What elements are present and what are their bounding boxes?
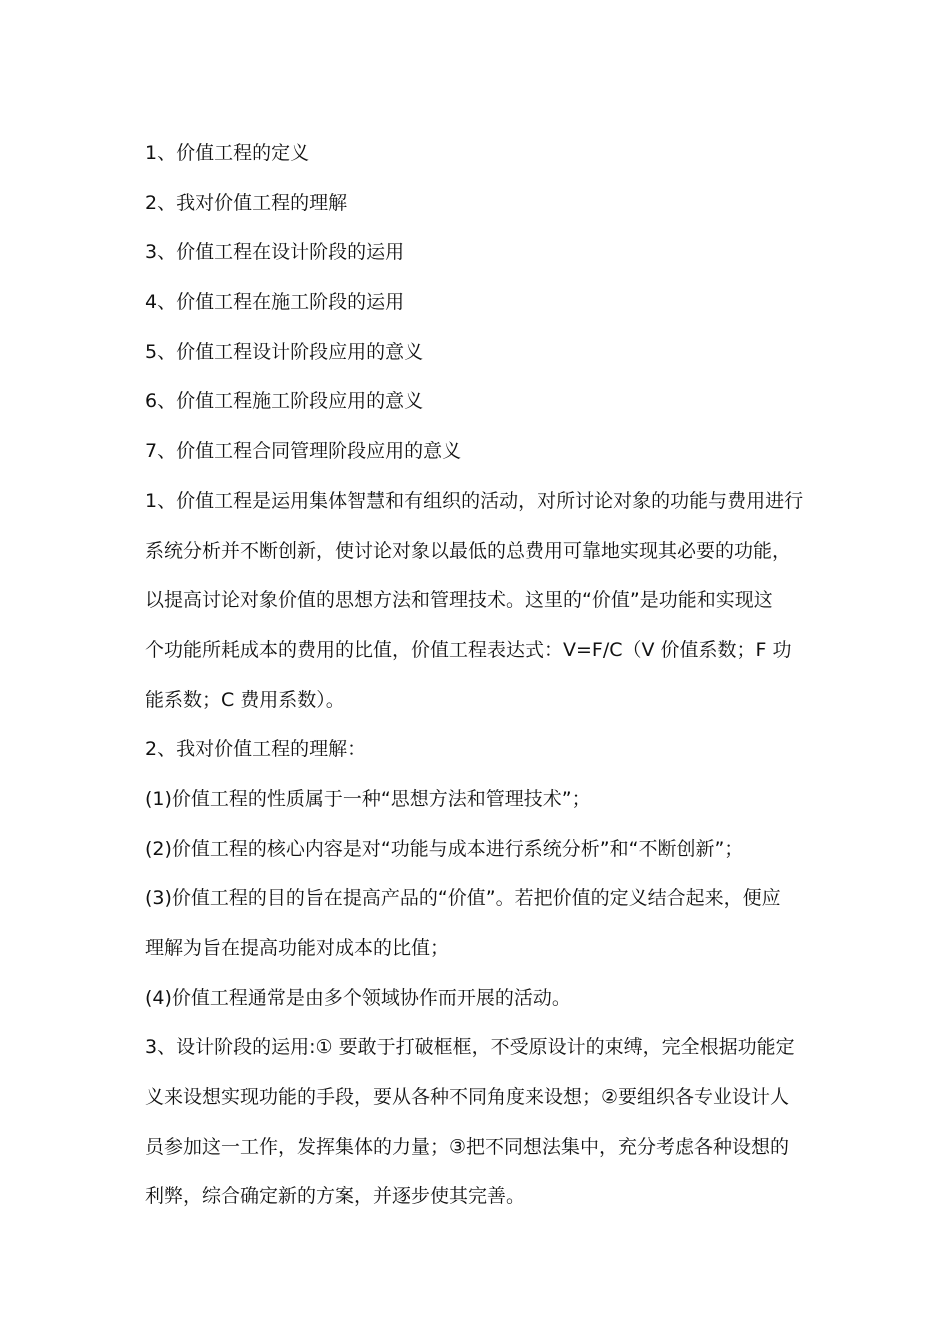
list-item: (2)价值工程的核心内容是对“功能与成本进行系统分析”和“不断创新”； bbox=[145, 837, 744, 860]
outline-item-7: 7、价值工程合同管理阶段应用的意义 bbox=[145, 440, 462, 463]
paragraph-line: 个功能所耗成本的费用的比值，价值工程表达式：V=F/C（V 价值系数；F 功 bbox=[145, 638, 792, 661]
paragraph-line: 以提高讨论对象价值的思想方法和管理技术。这里的“价值”是功能和实现这 bbox=[145, 589, 773, 612]
outline-item-4: 4、价值工程在施工阶段的运用 bbox=[145, 291, 405, 314]
list-item-continuation: 理解为旨在提高功能对成本的比值； bbox=[145, 937, 450, 959]
paragraph-line: 3、设计阶段的运用:① 要敢于打破框框，不受原设计的束缚，完全根据功能定 bbox=[145, 1036, 795, 1059]
paragraph-line: 员参加这一工作，发挥集体的力量；③把不同想法集中，充分考虑各种设想的 bbox=[145, 1135, 790, 1158]
outline-item-1: 1、价值工程的定义 bbox=[145, 142, 310, 164]
paragraph-line: 利弊，综合确定新的方案，并逐步使其完善。 bbox=[145, 1185, 526, 1208]
paragraph-line: 1、价值工程是运用集体智慧和有组织的活动，对所讨论对象的功能与费用进行 bbox=[145, 489, 804, 512]
paragraph-line: 系统分析并不断创新，使讨论对象以最低的总费用可靠地实现其必要的功能， bbox=[145, 539, 792, 562]
outline-item-3: 3、价值工程在设计阶段的运用 bbox=[145, 241, 405, 264]
list-item: (1)价值工程的性质属于一种“思想方法和管理技术”； bbox=[145, 787, 591, 810]
outline-item-6: 6、价值工程施工阶段应用的意义 bbox=[145, 390, 424, 413]
paragraph-line: 能系数；C 费用系数）。 bbox=[145, 688, 345, 711]
paragraph-line: 义来设想实现功能的手段，要从各种不同角度来设想；②要组织各专业设计人 bbox=[145, 1086, 790, 1109]
section-heading: 2、我对价值工程的理解： bbox=[145, 738, 367, 761]
list-item: (3)价值工程的目的旨在提高产品的“价值”。若把价值的定义结合起来，便应 bbox=[145, 887, 781, 910]
document-body bbox=[145, 129, 810, 1222]
outline-item-2: 2、我对价值工程的理解 bbox=[145, 191, 348, 214]
list-item: (4)价值工程通常是由多个领域协作而开展的活动。 bbox=[145, 986, 571, 1009]
outline-item-5: 5、价值工程设计阶段应用的意义 bbox=[145, 340, 424, 363]
